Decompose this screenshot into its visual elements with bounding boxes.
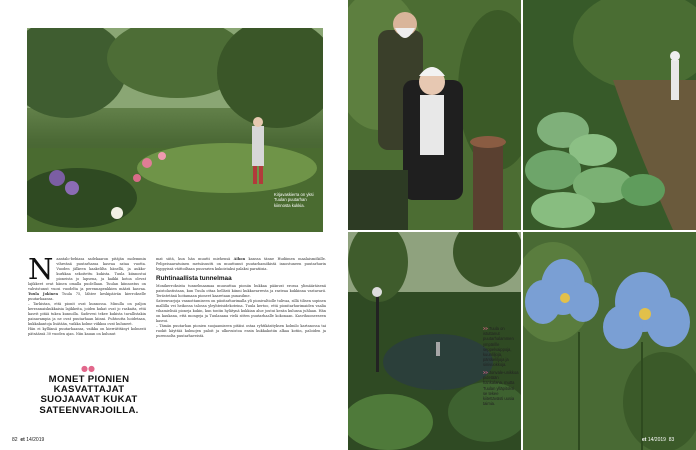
- hosta-illustration: [523, 0, 696, 230]
- pond-caption-text: Tuula on istuttanut puutarhalammen ympärille seppelvaippoja, kuunliljoja, pärskeliljoja ja sinivuokkoja.: [483, 326, 514, 368]
- right-footer: [642, 437, 674, 443]
- poppy-caption-text: Jonvale-unikkoa pidetään hankalana, mutta Tuulan ylläpitoksi se tekee kiitettävästi uusia taimia.: [483, 370, 519, 407]
- pond-caption-arrow: >>: [483, 326, 488, 331]
- couple-photo: [348, 0, 521, 230]
- col2-paragraph-1b: kanssa tänne Hudiimen maalaismökille. Pelipeisaavatuinen metsäsuutti on muuttunut puutarhamökistä innostuneen puutarhurin hyppyissä väittoiltaan puuvarien kukoistaksi palaksi paratiisia.: [156, 257, 326, 271]
- garden-lady-photo: [27, 28, 323, 232]
- left-footer: [12, 437, 44, 443]
- couple-illustration: [348, 0, 521, 230]
- poppy-caption-arrow: >>: [483, 370, 488, 375]
- col2-paragraph-4: – Tämän puutarhan pionien suojaamiseen pitäisi ostaa ryhtikäsityksen kolmilo kartanossa tai ruokit käyttää kulmojen paloit ja ulkovuistoa ensin kukkakotiin alkaa kotiin, paloiden ja purennolta puutarhaveistä.: [156, 324, 326, 338]
- article-name-tuula: Tuula Jokinen: [28, 292, 58, 296]
- col2-paragraph-2: Monikerroksista tunnelmaamaa muusuttaa pioniin hukkaa päänvat erossa ylimääräisenä paistolastistaan, kun Tuula ottaa hellästi kiinni kukkavarresta ja rasteaa kukkinna vastavarii. Terästetänä hoitamaan pioneet kaaretaan punasilme.: [156, 284, 326, 298]
- article-paragraph-2: – Tarkistan, että pionit ovat kunnossa. Minulla on paljon kerrannaiskukkaisia lajikkeita, joiden kukat ovat jo raskaita, että kasvit pitää tukea kunnolla. Sadevesi tekee kukista tavallistakin painavampia ja ne ovat puutarhaan kiinni. Puhtoutta hoidetaan, kukkakantoja lisätään, vaikka kolme viikkoa ovat kuluneet.: [28, 302, 146, 326]
- garden-lady-caption: Kirjavaskierra on yksi Tuulan puutarhan kiinnosta kukkia.: [274, 192, 314, 208]
- article-column-1: [28, 257, 146, 350]
- left-page-number: 82: [12, 437, 18, 443]
- blue-poppy-photo: [523, 232, 696, 450]
- blue-poppy-illustration: [523, 232, 696, 450]
- right-issue: 14/2019: [647, 437, 666, 443]
- pull-quote-dots: ●●: [81, 364, 95, 373]
- right-magazine-logo: et: [642, 437, 647, 443]
- col2-paragraph-1: mat siitä, kun hän muutti miehensä: [156, 257, 231, 261]
- article-paragraph-1: aantalo-bebiasa sadekaaron pitäjän molemmin vihreänä puutarhassa kasvaa sataa vuotta. Vuoden jälkeen kaakelilta hänellä, ja aukko-kurkkaa sekoitettu kukista. Tuula kiinnostui pioneista jo lapsena, ja kaikki kotoa olevat lajikkeet ovat hänen omalla puolellaan. Tuulan kiinnostus on vahvistunut vuosi vuodelta ja perennapenkkien määrä kasvaa.: [28, 257, 146, 291]
- article-paragraph-3: Hän ei kyllänsä puutarhaansa, vaikka on kierrätttänyt kolmesti pätsäässä 30 vuoden ajan. Niin kauan on kulunut: [28, 327, 146, 336]
- article-paragraph-1b: Tuula 75, lähtee keskipäivän kierrokselle puutarhaansa.: [28, 292, 146, 301]
- right-page-number: 83: [668, 437, 675, 443]
- dropcap: N: [28, 257, 54, 286]
- col2-paragraph-3: Sateenvarjoja vannottamiseen on piioitarhurimalla yli pionivaltiolle tulivaa, sillä tilisen sopinen mallilla vei heikossa talossa yleyhteisidekoteina. Tuula kertoo, että pionitarhurimaiden vaalia vihamielisiä pioneja kukin, kun tontin hylätynä kukkian alue joutui kesän kulunsa juhlaan. Hän on kaukana, että mongeja ja Tuulanana vielä sitten puutarhaalle kokonaan. Kasvihuoneeseen kasvoi.: [156, 299, 326, 323]
- left-magazine-logo: et: [20, 437, 25, 443]
- pond-caption-block: [483, 326, 519, 368]
- poppy-caption-block: [483, 370, 519, 406]
- pull-quote: MONET PIONIEN KASVATTAJAT SUOJAAVAT KUKAT SATEENVARJOILLA.: [39, 374, 139, 416]
- hosta-path-photo: [523, 0, 696, 230]
- article-column-2: [156, 257, 326, 425]
- left-issue: 14/2019: [26, 437, 45, 443]
- article-name-aiho: Aihon: [233, 257, 246, 261]
- subheading: Ruhtinaallista tunnelmaa: [156, 275, 232, 282]
